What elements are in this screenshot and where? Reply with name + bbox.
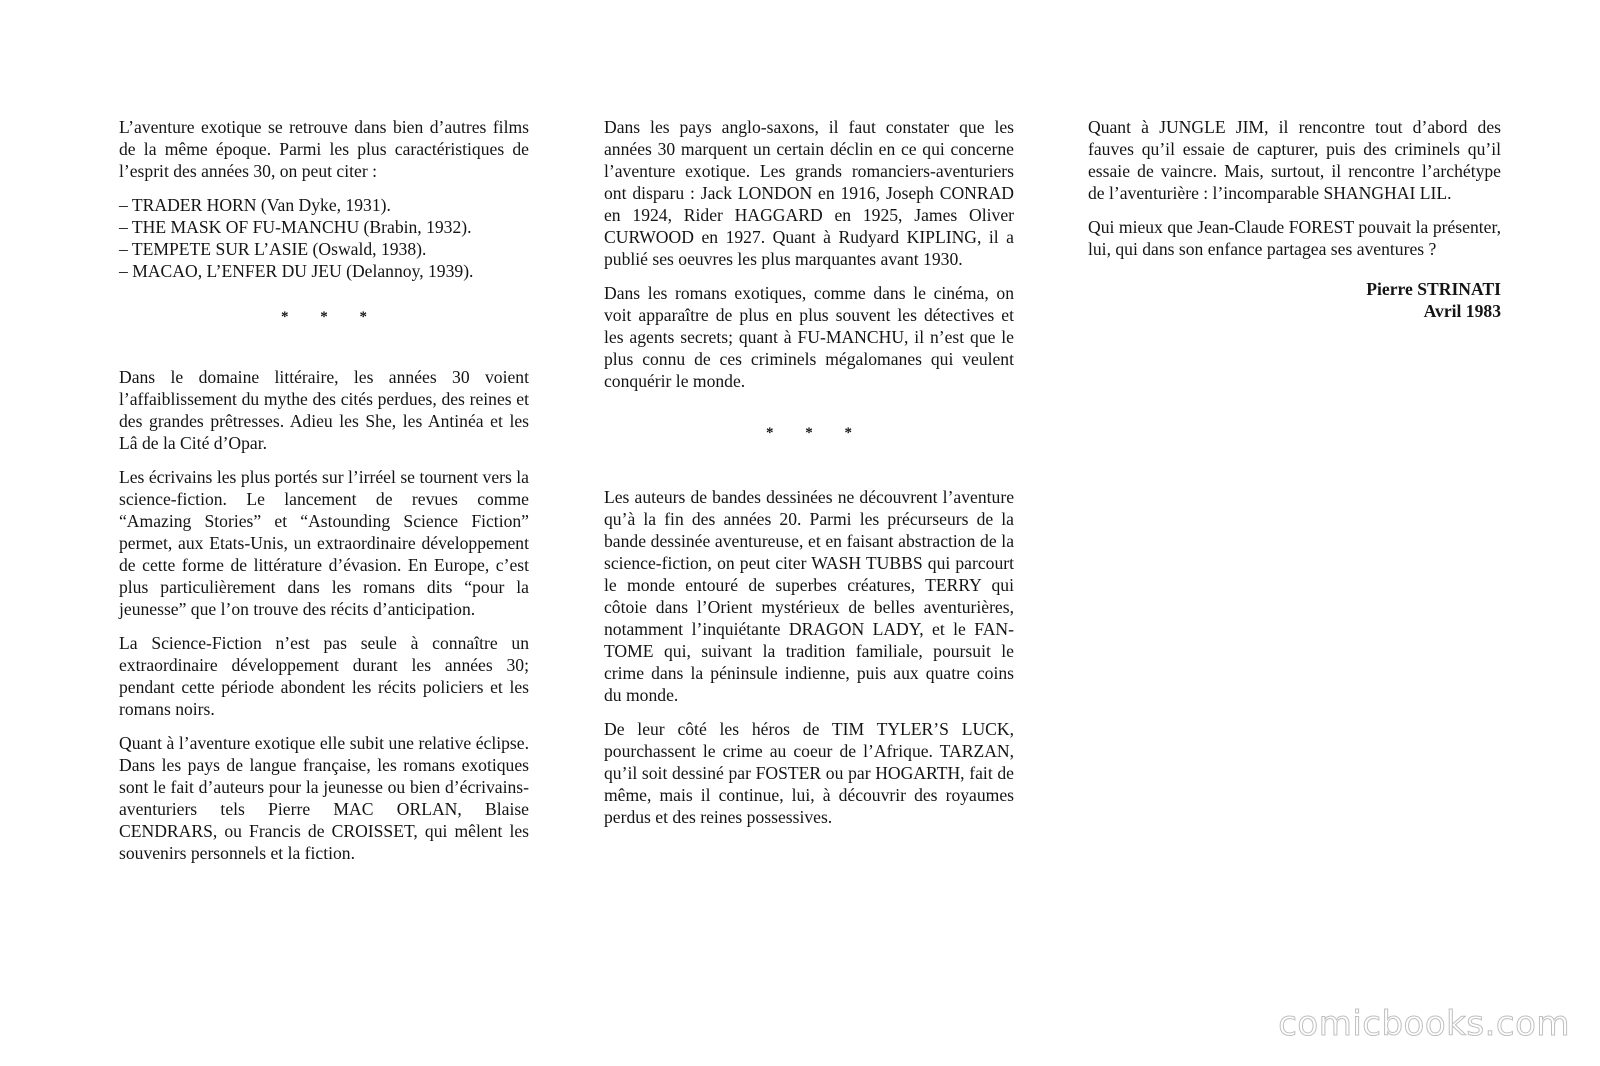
section-separator: * * * [766,425,866,441]
film-list-item: – TEMPETE SUR L’ASIE (Oswald, 1938). [119,239,427,259]
body-paragraph: Quant à JUNGLE JIM, il rencontre tout d’abord des fauves qu’il essaie de capturer, puis des criminels qu’il essaie de vaincre. Mais, surtout, il rencontre l’archétype de l’aventurière : l’incomparable SHANGHAI LIL. [1088,117,1501,203]
text-column-2 [604,116,1014,840]
body-paragraph: Qui mieux que Jean-Claude FOREST pouvait la présenter, lui, qui dans son enfance partagea ses aventures ? [1088,217,1501,259]
signature-date: Avril 1983 [1423,301,1501,321]
signature-block [1088,278,1501,322]
body-paragraph: Dans les pays anglo-saxons, il faut constater que les années 30 marquent un certain déclin en ce qui concerne l’aventure exotique. Les grands romanciers-aventuriers ont disparu : Jack LONDON en 1916, Joseph CONRAD en 1924, Rider HAGGARD en 1925, James Oliver CURWOOD en 1927. Quant à Rudyard KIPLING, il a publié ses oeuvres les plus marquantes avant 1930. [604,117,1014,269]
section-separator: * * * [281,309,381,325]
watermark: comicbooks.com [1278,1004,1570,1044]
film-list-item: – MACAO, L’ENFER DU JEU (Delannoy, 1939). [119,261,474,281]
body-paragraph: Dans le domaine littéraire, les années 30 voient l’affaiblissement du mythe des cités perdues, des reines et des grandes prêtresses. Adieu les She, les Antinéa et les Lâ de la Cité d’Opar. [119,367,529,453]
body-paragraph: De leur côté les héros de TIM TYLER’S LUCK, pourchassent le crime au coeur de l’Afrique. TARZAN, qu’il soit dessiné par FOSTER ou par HOGARTH, fait de même, mais il continue, lui, à découvrir des royaumes perdus et des reines possessives. [604,719,1014,827]
signature-author: Pierre STRINATI [1366,279,1501,299]
film-list-item: – THE MASK OF FU-MANCHU (Brabin, 1932). [119,217,472,237]
body-paragraph: Dans les romans exotiques, comme dans le cinéma, on voit apparaître de plus en plus souvent les détectives et les agents secrets; quant à FU-MANCHU, il n’est que le plus connu de ces criminels mégalomanes qui veulent conquérir le monde. [604,283,1014,391]
body-paragraph: Les auteurs de bandes dessinées ne découvrent l’aventure qu’à la fin des années 20. Parmi les précurseurs de la bande dessinée aventureuse, et en faisant abstraction de la science-fiction, on peut citer WASH TUBBS qui parcourt le monde entouré de superbes créatures, TERRY qui côtoie dans l’Orient mystérieux de belles aventurières, notamment l’inquiétante DRAGON LADY, et le FANTOME qui, suivant la tradition familiale, poursuit le crime dans la péninsule indienne, puis aux quatre coins du monde. [604,487,1014,705]
text-column-1 [119,116,529,876]
intro-paragraph: L’aventure exotique se retrouve dans bien d’autres films de la même époque. Parmi les plus caractéristiques de l’esprit des années 30, on peut citer : [119,117,529,181]
film-list [119,194,529,282]
body-paragraph: Quant à l’aventure exotique elle subit une relative éclipse. Dans les pays de langue française, les romans exotiques sont le fait d’auteurs pour la jeunesse ou bien d’écrivains-aventuriers tels Pierre MAC ORLAN, Blaise CENDRARS, ou Francis de CROISSET, qui mêlent les souvenirs personnels et la fiction. [119,733,529,863]
body-paragraph: La Science-Fiction n’est pas seule à connaître un extraordinaire développement durant les années 30; pendant cette période abondent les récits policiers et les romans noirs. [119,633,529,719]
body-paragraph: Les écrivains les plus portés sur l’irréel se tournent vers la science-fiction. Le lancement de revues comme “Amazing Stories” et “Astounding Science Fiction” permet, aux Etats-Unis, un extraordinaire développement de cette forme de littérature d’évasion. En Europe, c’est plus particulièrement dans les romans dits “pour la jeunesse” que l’on trouve des récits d’anticipation. [119,467,529,619]
text-column-3 [1088,116,1501,322]
film-list-item: – TRADER HORN (Van Dyke, 1931). [119,195,391,215]
